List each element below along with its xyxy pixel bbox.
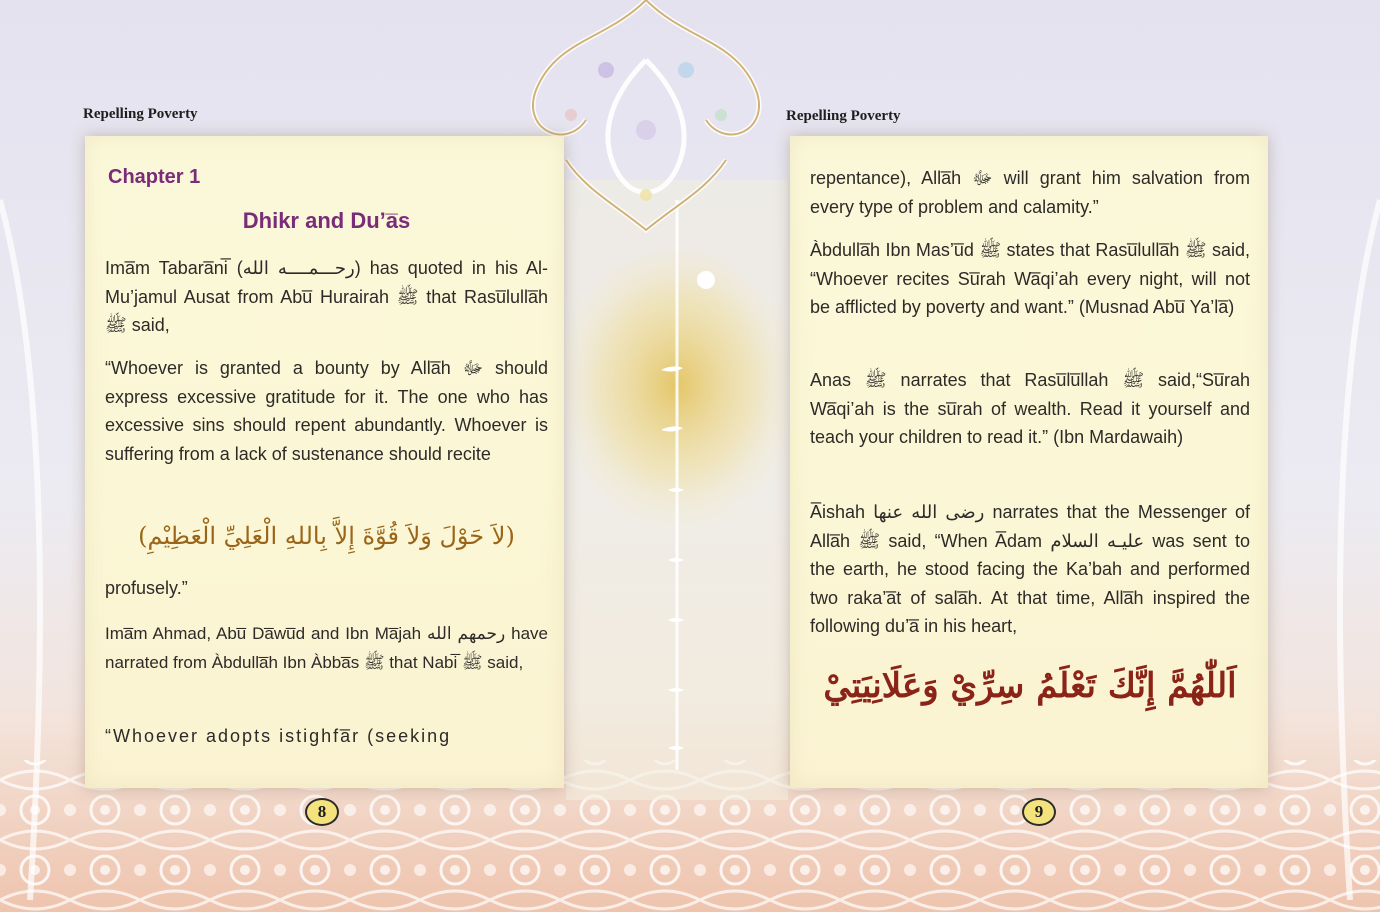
right-page xyxy=(790,136,1268,788)
paragraph-2: “Whoever is granted a bounty by Alla̅h ﷻ should express excessive gratitude for it. The one who has excessive sins should repent abundantly. Whoever is suffering from a lack of sustenance should recite xyxy=(105,358,548,464)
running-head-left: Repelling Poverty xyxy=(83,106,198,122)
paragraph-5: “Whoever adopts istighfa̅r (seeking xyxy=(105,726,452,746)
running-head-right: Repelling Poverty xyxy=(786,108,901,124)
paragraph-4: Ima̅m Ahmad, Abu̅ Da̅wu̅d and Ibn Ma̅jah رحمهم الله have narrated from Àbdulla̅h Ibn Àbba̅s ﷺ that Nabi̅ ﷺ said, xyxy=(105,624,548,672)
paragraph-1: repentance), Alla̅h ﷻ will grant him salvation from every type of problem and calamity.” xyxy=(810,168,1250,217)
arabic-dua-text: اَللّٰهُمَّ إِنَّكَ تَعْلَمُ سِرِّيْ وَعَلَانِيَتِيْ xyxy=(823,666,1237,706)
paragraph-2: Àbdulla̅h Ibn Mas’u̅d ﷺ states that Rasu̅lulla̅h ﷺ said, “Whoever recites Su̅rah Wa̅qi’ah every night, will not be afflicted by poverty and want.” (Musnad Abu̅ Ya’la̅) xyxy=(810,240,1250,317)
chapter-title: Dhikr and Du’a̅s xyxy=(242,208,411,233)
chapter-label: Chapter 1 xyxy=(108,166,201,188)
paragraph-3: Anas ﷺ narrates that Rasu̅lu̅llah ﷺ said,“Su̅rah Wa̅qi’ah is the su̅rah of wealth. Read it yourself and teach your children to read it.” (Ibn Mardawaih) xyxy=(810,370,1250,447)
paragraph-1: Ima̅m Tabara̅ni̅ (رحـــمــــه الله) has quoted in his Al-Mu’jamul Ausat from Abu̅ Hurairah ﷺ that Rasu̅lulla̅h ﷺ said, xyxy=(105,258,549,335)
paragraph-3: profusely.” xyxy=(105,578,188,598)
paragraph-4: A̅ishah رضى الله عنها narrates that the Messenger of Alla̅h ﷺ said, “When A̅dam عليـه السلام was sent to the earth, he stood facing the Ka’bah and performed two raka’a̅t of sala̅h. At that time, Alla̅h inspired the following du’a̅ in his heart, xyxy=(810,502,1251,636)
page-number-right: 9 xyxy=(1022,798,1056,826)
left-page xyxy=(85,136,564,788)
arabic-dhikr-text: (لاَ حَوْلَ وَلاَ قُوَّةَ إِلاَّ بِاللهِ الْعَلِيِّ الْعَظِيْمِ) xyxy=(138,522,515,550)
page-number-left: 8 xyxy=(305,798,339,826)
